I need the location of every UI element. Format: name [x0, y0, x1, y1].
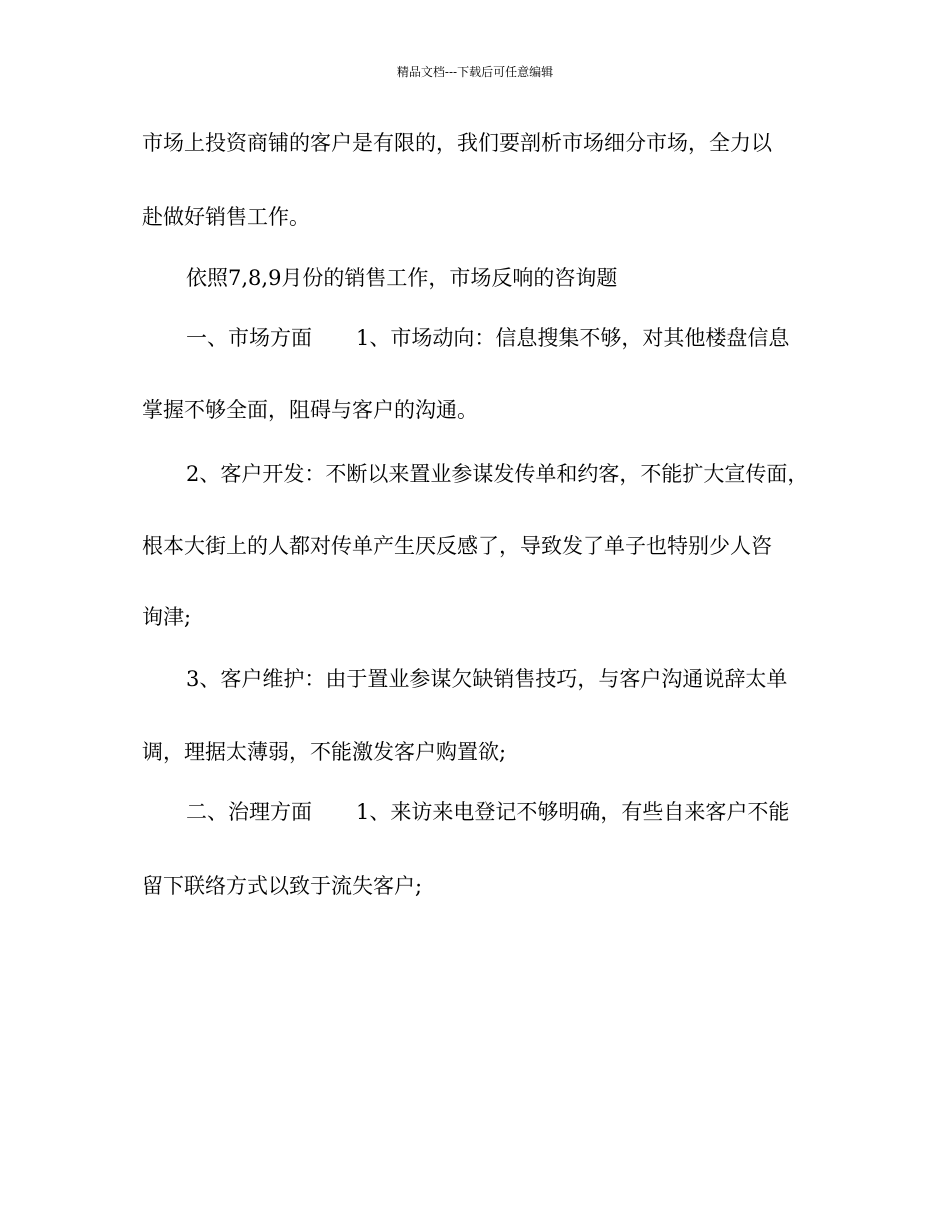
- paragraph-line: 市场上投资商铺的客户是有限的，我们要剖析市场细分市场，全力以: [142, 131, 772, 155]
- paragraph-line: 赴做好销售工作。: [142, 205, 310, 229]
- section-item: 1、来访来电登记不够明确，有些自来客户不能: [356, 800, 790, 824]
- section-heading-line: [186, 324, 789, 352]
- section-heading-line: [186, 798, 789, 826]
- section-heading: 一、市场方面: [186, 326, 312, 350]
- paragraph-line: 掌握不够全面，阻碍与客户的沟通。: [142, 398, 478, 422]
- paragraph-line: 2、客户开发：不断以来置业参谋发传单和约客，不能扩大宣传面，: [186, 462, 809, 486]
- paragraph-line: 3、客户维护：由于置业参谋欠缺销售技巧，与客户沟通说辞太单: [186, 667, 788, 691]
- paragraph-line: 留下联络方式以致于流失客户;: [142, 874, 423, 898]
- section-item: 1、市场动向：信息搜集不够，对其他楼盘信息: [356, 326, 790, 350]
- page-header: 精品文档---下载后可任意编辑: [396, 65, 554, 79]
- paragraph-line: 询津;: [142, 605, 192, 629]
- paragraph-line: 调，理据太薄弱，不能激发客户购置欲;: [142, 740, 507, 764]
- paragraph-line: 依照7,8,9月份的销售工作，市场反响的咨询题: [186, 266, 618, 290]
- paragraph-line: 根本大街上的人都对传单产生厌反感了，导致发了单子也特别少人咨: [142, 534, 772, 558]
- section-heading: 二、治理方面: [186, 800, 312, 824]
